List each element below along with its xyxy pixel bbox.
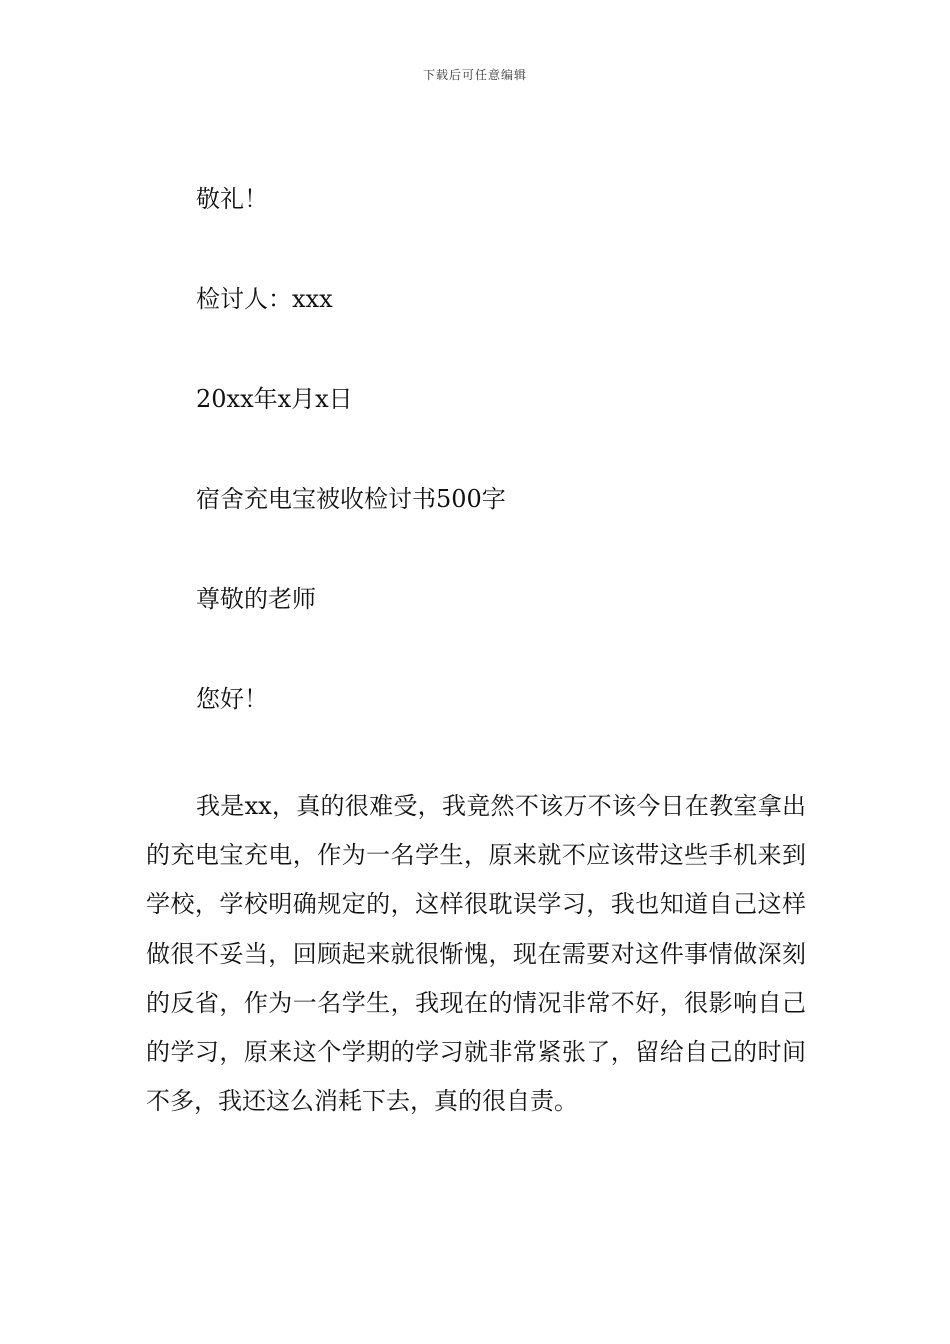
addressee-line: 尊敬的老师 bbox=[196, 585, 316, 613]
closing-salute: 敬礼！ bbox=[196, 185, 268, 213]
date-line: 20xx年x月x日 bbox=[196, 385, 353, 413]
body-paragraph: 我是xx，真的很难受，我竟然不该万不该今日在教室拿出的充电宝充电，作为一名学生，原来就不应该带这些手机来到学校，学校明确规定的，这样很耽误学习，我也知道自己这样做很不妥当，回顾起来就很惭愧，现在需要对这件事情做深刻的反省，作为一名学生，我现在的情况非常不好，很影响自己的学习，原来这个学期的学习就非常紧张了，留给自己的时间不多，我还这么消耗下去，真的很自责。 bbox=[146, 792, 806, 1116]
greeting-line: 您好！ bbox=[196, 685, 268, 713]
signer-line: 检讨人：xxx bbox=[196, 285, 333, 313]
document-title: 宿舍充电宝被收检讨书500字 bbox=[196, 485, 506, 513]
header-note: 下载后可任意编辑 bbox=[422, 68, 527, 82]
